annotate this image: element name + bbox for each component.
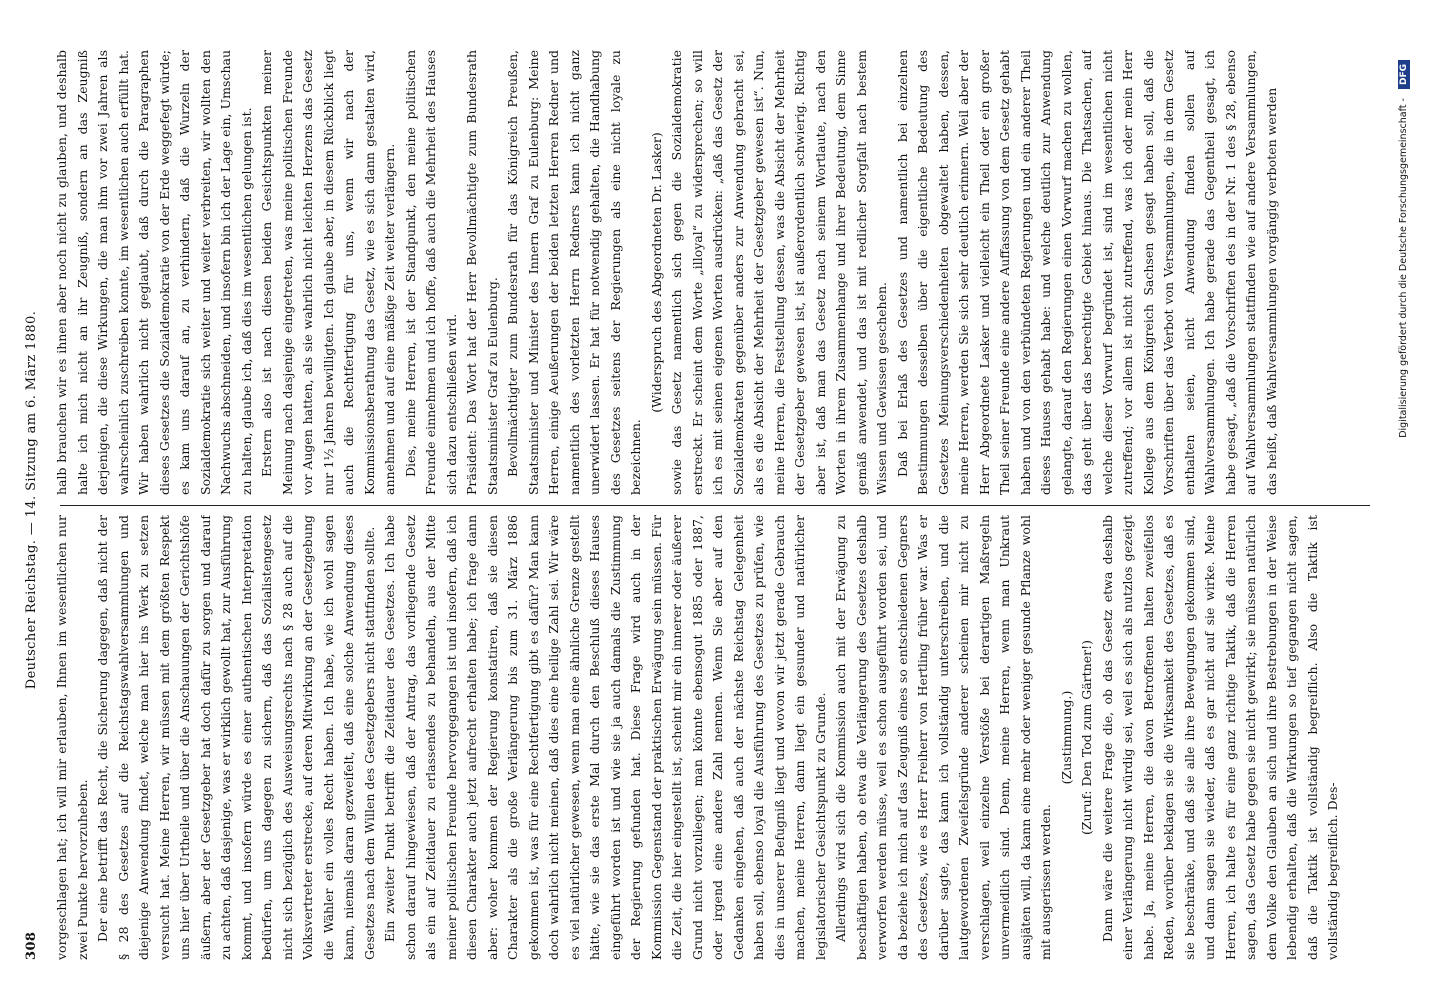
paragraph: vorgeschlagen hat; ich will mir erlauben, Ihnen im wesentlichen nur zwei Punkte hervorzuheben. bbox=[54, 515, 90, 960]
page-header bbox=[20, 40, 44, 960]
dfg-logo: DFG bbox=[1398, 60, 1410, 89]
paragraph: halb brauchen wir es ihnen aber noch nicht zu glauben, und deshalb halte ich mich nicht an ihr Zeugniß, sondern an das Zeugniß derjenigen, die diese Wirkungen, die man ihm vor zwei Jahren als wahrscheinlich zuschreiben konnte, im wesentlichen auch erfüllt hat. Wir haben wahrlich nicht geglaubt, daß durch die Paragraphen dieses Gesetzes die Sozialdemokratie von der Erde weggefegt würde; es kam uns darauf an, zu verhindern, daß die Wurzeln der Sozialdemokratie sich weiter und weiter verbreiten, wir wollten den Nachwuchs abschneiden, und insofern bin ich der Lage ein, Umschau zu halten, glaube ich, daß dies im wesentlichen gelungen ist. bbox=[54, 50, 254, 495]
paragraph: Erstern also ist nach diesen beiden Gesichtspunkten meiner Meinung nach dasjenige eingetreten, was meine politischen Freunde vor Augen hatten, als sie wahrlich nicht leichten Herzens das Gesetz nur 1½ Jahren bewilligten. Ich glaube aber, in diesem Rückblick liegt auch die Rechtfertigung für uns, wenn wir nach der Kommissionsberathung das Gesetz, wie es sich dann gestalten wird, annehmen und auf eine mäßige Zeit weiter verlängern. bbox=[259, 50, 397, 495]
paragraph: Dies, meine Herren, ist der Standpunkt, den meine politischen Freunde einnehmen und ich hoffe, daß auch die Mehrheit des Hauses sich dazu entschließen wird. bbox=[402, 50, 459, 495]
paragraph: Dann wäre die weitere Frage die, ob das Gesetz etwa deshalb einer Verlängerung nicht würdig sei, weil es sich als nutzlos gezeigt habe. Ja, meine Herren, die davon Betroffenen halten zweifellos Reden, worüber beklagen sie die Wirksamkeit des Gesetzes, daß es sie beschränke, und daß sie alle ihre Bewegungen gekommen sind, und dann sagen sie wieder, daß es gar nicht auf sie wirke. Meine Herren, ich halte es für eine ganz richtige Taktik, daß die Herren sagen, das Gesetz habe gegen sie nicht gewirkt; sie müssen natürlich dem Volke den Glauben an sich und ihre Bestrebungen in der Weise lebendig erhalten, daß die Wirkungen so tief gegangen nicht sagen, daß die Taktik ist vollständig begreiflich. Also die Taktik ist vollständig begreiflich. Des- bbox=[1099, 515, 1340, 960]
left-column bbox=[52, 515, 1382, 960]
credit-text: Digitalisierung gefördert durch die Deutsche Forschungsgemeinschaft - bbox=[1398, 98, 1409, 438]
paragraph: sowie das Gesetz namentlich sich gegen die Sozialdemokratie erstreckt. Er scheint dem Worte „illoyal“ zu widersprechen; so will ich es mit seinen eigenen Worten ausdrücken: „daß das Gesetz der Sozialdemokraten gegenüber anders zur Anwendung gebracht sei, als es die Absicht der Mehrheit der Gesetzgeber gewesen ist“. Nun, meine Herren, die Feststellung dessen, was die Absicht der Mehrheit der Gesetzgeber gewesen ist, ist außerordentlich schwierig. Richtig aber ist, daß man das Gesetz nach seinem Wortlaute, nach den Worten in ihrem Zusammenhange und ihrer Bedeutung, dem Sinne gemäß anwendet, und das ist mit redlicher Sorgfalt nach bestem Wissen und Gewissen geschehen. bbox=[669, 50, 889, 495]
running-title: Deutscher Reichstag. — 14. Sitzung am 6. März 1880. bbox=[24, 310, 39, 690]
paragraph: Der eine betrifft das Recht, die Sicherung dagegen, daß nicht der § 28 des Gesetzes auf die Reichstagswahlversammlungen und diejenige Anwendung findet, welche man hier ins Werk zu setzen versucht hat. Meine Herren, wir müssen mit dem größten Respekt uns hier über Urtheile und über die Anschauungen der Gerichtshöfe äußern, aber der Gesetzgeber hat doch dafür zu sorgen und darauf zu achten, daß dasjenige, was er wirklich gewollt hat, zur Ausführung kommt, und insofern würde es einer authentischen Interpretation bedürfen, um uns dagegen zu sichern, daß das Sozialistengesetz nicht sich bezüglich des Ausweisungsrechts nach § 28 auch auf die Volksvertreter erstrecke, auf deren Mitwirkung an der Gesetzgebung die Wähler ein volles Recht haben. Ich habe, wie ich wohl sagen kann, niemals daran gezweifelt, daß eine solche Anwendung dieses Gesetzes nach dem Willen des Gesetzgebers nicht stattfinden sollte. bbox=[95, 515, 377, 960]
interjection-shout: (Zuruf: Den Tod zum Gärtner!) bbox=[1079, 640, 1094, 835]
page-number: 308 bbox=[24, 931, 39, 960]
paragraph: Bevollmächtigter zum Bundesrath für das Königreich Preußen, Staatsminister und Minister des Innern Graf zu Eulenburg: Meine Herren, einige Aeußerungen der beiden letzten Herren Redner und namentlich des vorletzten Herrn Redners kann ich nicht ganz unerwidert lassen. Er hat für notwendig gehalten, die Handhabung des Gesetzes seitens der Regierungen als eine nicht loyale zu bezeichnen. bbox=[505, 50, 643, 495]
president-statement: Präsident: Das Wort hat der Herr Bevollmächtigte zum Bundesrath Staatsminister Graf zu Eulenburg. bbox=[464, 50, 500, 495]
paragraph: Allerdings wird sich die Kommission auch mit der Erwägung zu beschäftigen haben, ob etwa die Verlängerung des Gesetzes deshalb verworfen werden müsse, weil es schon ausgeführt worden sei, und da beziehe ich mich auf das Zeugniß eines so entschiedenen Gegners des Gesetzes, wie es Herr Freiherr von Hertling früher war. Was er darüber sagte, das kann ich vollständig unterschreiben, und die lautgewordenen Zweifelsgründe anderer scheinen mir nicht zu verschlagen, weil einzelne Verstöße bei derartigen Maßregeln unvermeidlich sind. Denn, meine Herren, wenn man Unkraut ausjäten will, da kann eine mehr oder weniger gesunde Pflanze wohl mit ausgerissen werden. bbox=[833, 515, 1053, 960]
interjection-objection: (Widerspruch des Abgeordneten Dr. Lasker) bbox=[648, 132, 664, 413]
paragraph: Ein zweiter Punkt betrifft die Zeitdauer des Gesetzes. Ich habe schon darauf hingewiesen, daß der Antrag, das vorliegende Gesetz als ein auf Zeitdauer zu erlassendes zu behandeln, aus der Mitte meiner politischen Freunde hervorgegangen ist und insofern, daß ich diesen Charakter auch jetzt aufrecht erhalten habe; ich frage dann aber: woher kommen der Regierung konstatiren, daß sie diesen Charakter als die große Verlängerung bis zum 31. März 1886 gekommen ist, was für eine Rechtfertigung gibt es dafür? Man kann doch wahrlich nicht meinen, daß dies eine heilige Zahl sei. Wir wäre es viel natürlicher gewesen, wenn man eine ähnliche Grenze gestellt hätte, wie sie das erste Mal durch den Beschluß dieses Hauses eingeführt worden ist und wie sie ja auch damals die Zustimmung der Regierung gefunden hat. Diese Frage wird auch in der Kommission Gegenstand der praktischen Erwägung sein müssen. Für die Zeit, die hier eingestellt ist, scheint mir ein innerer oder äußerer Grund nicht vorzuliegen; man könnte ebensogut 1885 oder 1887, oder irgend eine andere Zahl nennen. Wenn Sie aber auf den Gedanken eingehen, daß auch der nächste Reichstag Gelegenheit haben soll, ebenso loyal die Ausführung des Gesetzes zu prüfen, wie dies in unserer Befugniß liegt und wovon wir jetzt gerade Gebrauch machen, meine Herren, dann liegt ein gesunder und natürlicher legislatorischer Gesichtspunkt zu Grunde. bbox=[382, 515, 828, 960]
right-column bbox=[52, 50, 1382, 495]
funding-credit bbox=[1398, 60, 1410, 438]
interjection-applause: (Zustimmung.) bbox=[1058, 690, 1074, 785]
paragraph: Daß bei Erlaß des Gesetzes und namentlich bei einzelnen Bestimmungen desselben über die eigentliche Bedeutung des Gesetzes Meinungsverschiedenheiten obgewaltet haben, dessen, meine Herren, werden Sie sich sehr deutlich erinnern. Weil aber der Herr Abgeordnete Lasker und vielleicht ein Theil oder ein großer Theil seiner Freunde eine andere Auffassung von dem Gesetz gehabt haben und von den verbündeten Regierungen und ein anderer Theil dieses Hauses gehabt habe: und welche deutlich zur Anwendung gelangte, darauf den Regierungen einen Vorwurf machen zu wollen, das geht über das berechtigte Gebiet hinaus. Die Thatsachen, auf welche dieser Vorwurf begründet ist, sind im wesentlichen nicht zutreffend; vor allem ist nicht zutreffend, was ich oder mein Herr Kollege aus dem Königreich Sachsen gesagt haben soll, daß die Vorschriften über das Verbot von Versammlungen, die in dem Gesetz enthalten seien, nicht Anwendung finden sollen auf Wahlversammlungen. Ich habe gerade das Gegentheil gesagt, ich habe gesagt, „daß die Vorschriften des in der Nr. 1 des § 28, ebenso auf Wahlversammlungen stattfinden wie auf andere Versammlungen, das heißt, daß Wahlversammlungen vorgängig verboten werden bbox=[894, 50, 1279, 495]
column-divider bbox=[60, 505, 1370, 506]
